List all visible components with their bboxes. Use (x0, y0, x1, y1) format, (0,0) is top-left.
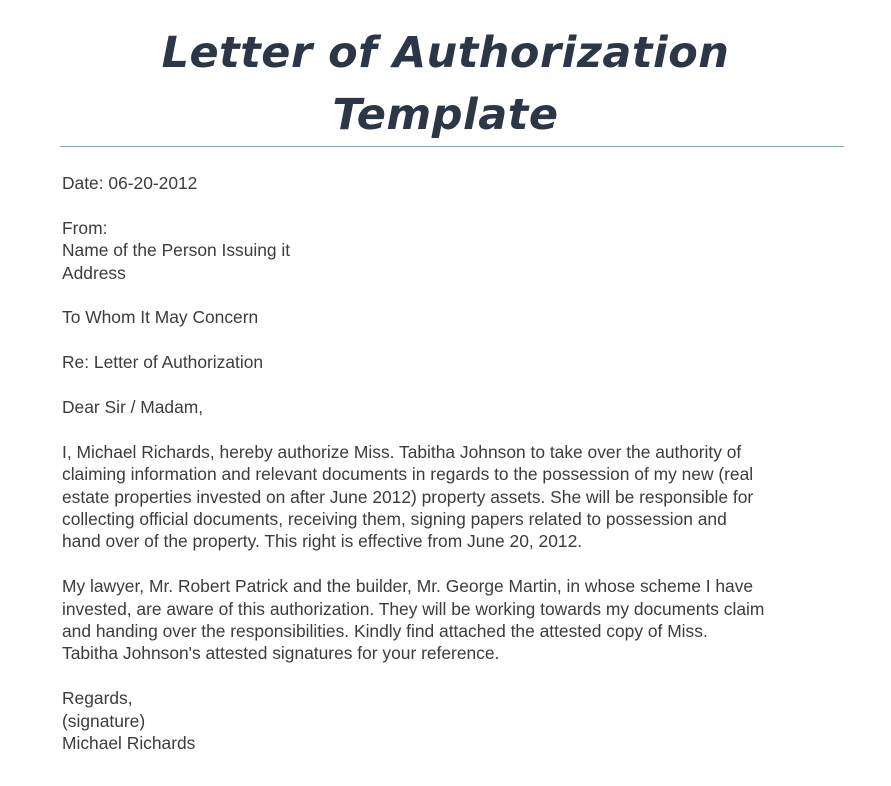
document-title (0, 22, 891, 146)
signature-placeholder: (signature) (62, 710, 146, 731)
salutation: Dear Sir / Madam, (62, 397, 204, 417)
paragraph-1-line: collecting official documents, receiving them, signing papers related to possession and (62, 509, 727, 530)
paragraph-2-line: invested, are aware of this authorization. They will be working towards my documents claim (62, 598, 765, 619)
paragraph-1-line: hand over of the property. This right is effective from June 20, 2012. (62, 531, 583, 552)
signer-name: Michael Richards (62, 733, 196, 754)
closing: Regards, (62, 688, 133, 709)
spacer (62, 418, 852, 440)
subject-line: Re: Letter of Authorization (62, 352, 264, 373)
spacer (62, 553, 852, 575)
paragraph-2-line: Tabitha Johnson's attested signatures for your reference. (62, 643, 500, 664)
from-label: From: (62, 217, 108, 238)
spacer (62, 374, 852, 396)
spacer (62, 194, 852, 216)
letter-date: Date: 06-20-2012 (62, 173, 198, 193)
paragraph-1-line: claiming information and relevant documents in regards to the possession of my new (real (62, 464, 754, 485)
spacer (62, 284, 852, 306)
from-address: Address (62, 262, 126, 283)
title-divider (60, 146, 844, 147)
recipient-line: To Whom It May Concern (62, 307, 259, 328)
paragraph-1-line: I, Michael Richards, hereby authorize Miss. Tabitha Johnson to take over the authority of (62, 441, 742, 462)
paragraph-2-line: My lawyer, Mr. Robert Patrick and the builder, Mr. George Martin, in whose scheme I have (62, 576, 754, 597)
paragraph-2-line: and handing over the responsibilities. Kindly find attached the attested copy of Miss. (62, 621, 708, 642)
paragraph-2 (62, 575, 852, 665)
paragraph-1 (62, 441, 852, 553)
from-name: Name of the Person Issuing it (62, 240, 291, 261)
title-line-1: Letter of Authorization (161, 28, 730, 78)
spacer (62, 665, 852, 687)
paragraph-1-line: estate properties invested on after June 2012) property assets. She will be responsible for (62, 486, 754, 507)
title-line-2: Template (332, 90, 559, 140)
spacer (62, 329, 852, 351)
letter-body (62, 172, 852, 754)
